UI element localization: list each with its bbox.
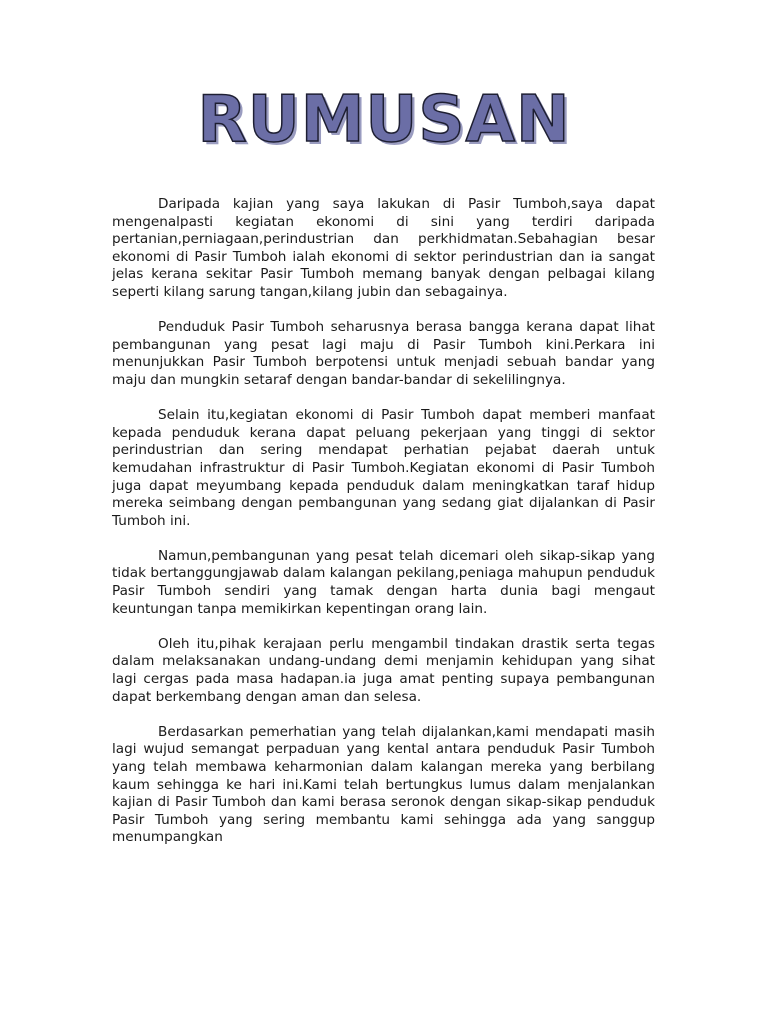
paragraph-3: Selain itu,kegiatan ekonomi di Pasir Tumboh dapat memberi manfaat kepada penduduk kerana dapat peluang pekerjaan yang tinggi di sektor perindustrian dan sering mendapat perhatian pejabat daerah untuk kemudahan infrastruktur di Pasir Tumboh.Kegiatan ekonomi di Pasir Tumboh juga dapat meyumbang kepada penduduk dalam meningkatkan taraf hidup mereka seimbang dengan pembangunan yang sedang giat dijalankan di Pasir Tumboh ini. — [112, 407, 655, 529]
paragraph-4: Namun,pembangunan yang pesat telah dicemari oleh sikap-sikap yang tidak bertanggungjawab dalam kalangan pekilang,peniaga mahupun penduduk Pasir Tumboh sendiri yang tamak dengan harta dunia bagi mengaut keuntungan tanpa memikirkan kepentingan orang lain. — [112, 547, 655, 617]
document-body — [112, 196, 655, 847]
paragraph-5: Oleh itu,pihak kerajaan perlu mengambil tindakan drastik serta tegas dalam melaksanakan undang-undang demi menjamin kehidupan yang sihat lagi cergas pada masa hadapan.ia juga amat penting supaya pembangunan dapat berkembang dengan aman dan selesa. — [112, 635, 655, 705]
page-title: RUMUSAN — [197, 83, 571, 157]
paragraph-6: Berdasarkan pemerhatian yang telah dijalankan,kami mendapati masih lagi wujud semangat perpaduan yang kental antara penduduk Pasir Tumboh yang telah membawa keharmonian dalam kalangan mereka yang berbilang kaum sehingga ke hari ini.Kami telah bertungkus lumus dalam menjalankan kajian di Pasir Tumboh dan kami berasa seronok dengan sikap-sikap penduduk Pasir Tumboh yang sering membantu kami sehingga ada yang sanggup menumpangkan — [112, 723, 655, 846]
paragraph-1: Daripada kajian yang saya lakukan di Pasir Tumboh,saya dapat mengenalpasti kegiatan ekonomi di sini yang terdiri daripada pertanian,perniagaan,perindustrian dan perkhidmatan.Sebahagian besar ekonomi di Pasir Tumboh ialah ekonomi di sektor perindustrian dan ia sangat jelas kerana sekitar Pasir Tumboh memang banyak dengan pelbagai kilang seperti kilang sarung tangan,kilang jubin dan sebagainya. — [112, 196, 655, 300]
paragraph-2: Penduduk Pasir Tumboh seharusnya berasa bangga kerana dapat lihat pembangunan yang pesat lagi maju di Pasir Tumboh kini.Perkara ini menunjukkan Pasir Tumboh berpotensi untuk menjadi sebuah bandar yang maju dan mungkin setaraf dengan bandar-bandar di sekelilingnya. — [112, 319, 655, 388]
